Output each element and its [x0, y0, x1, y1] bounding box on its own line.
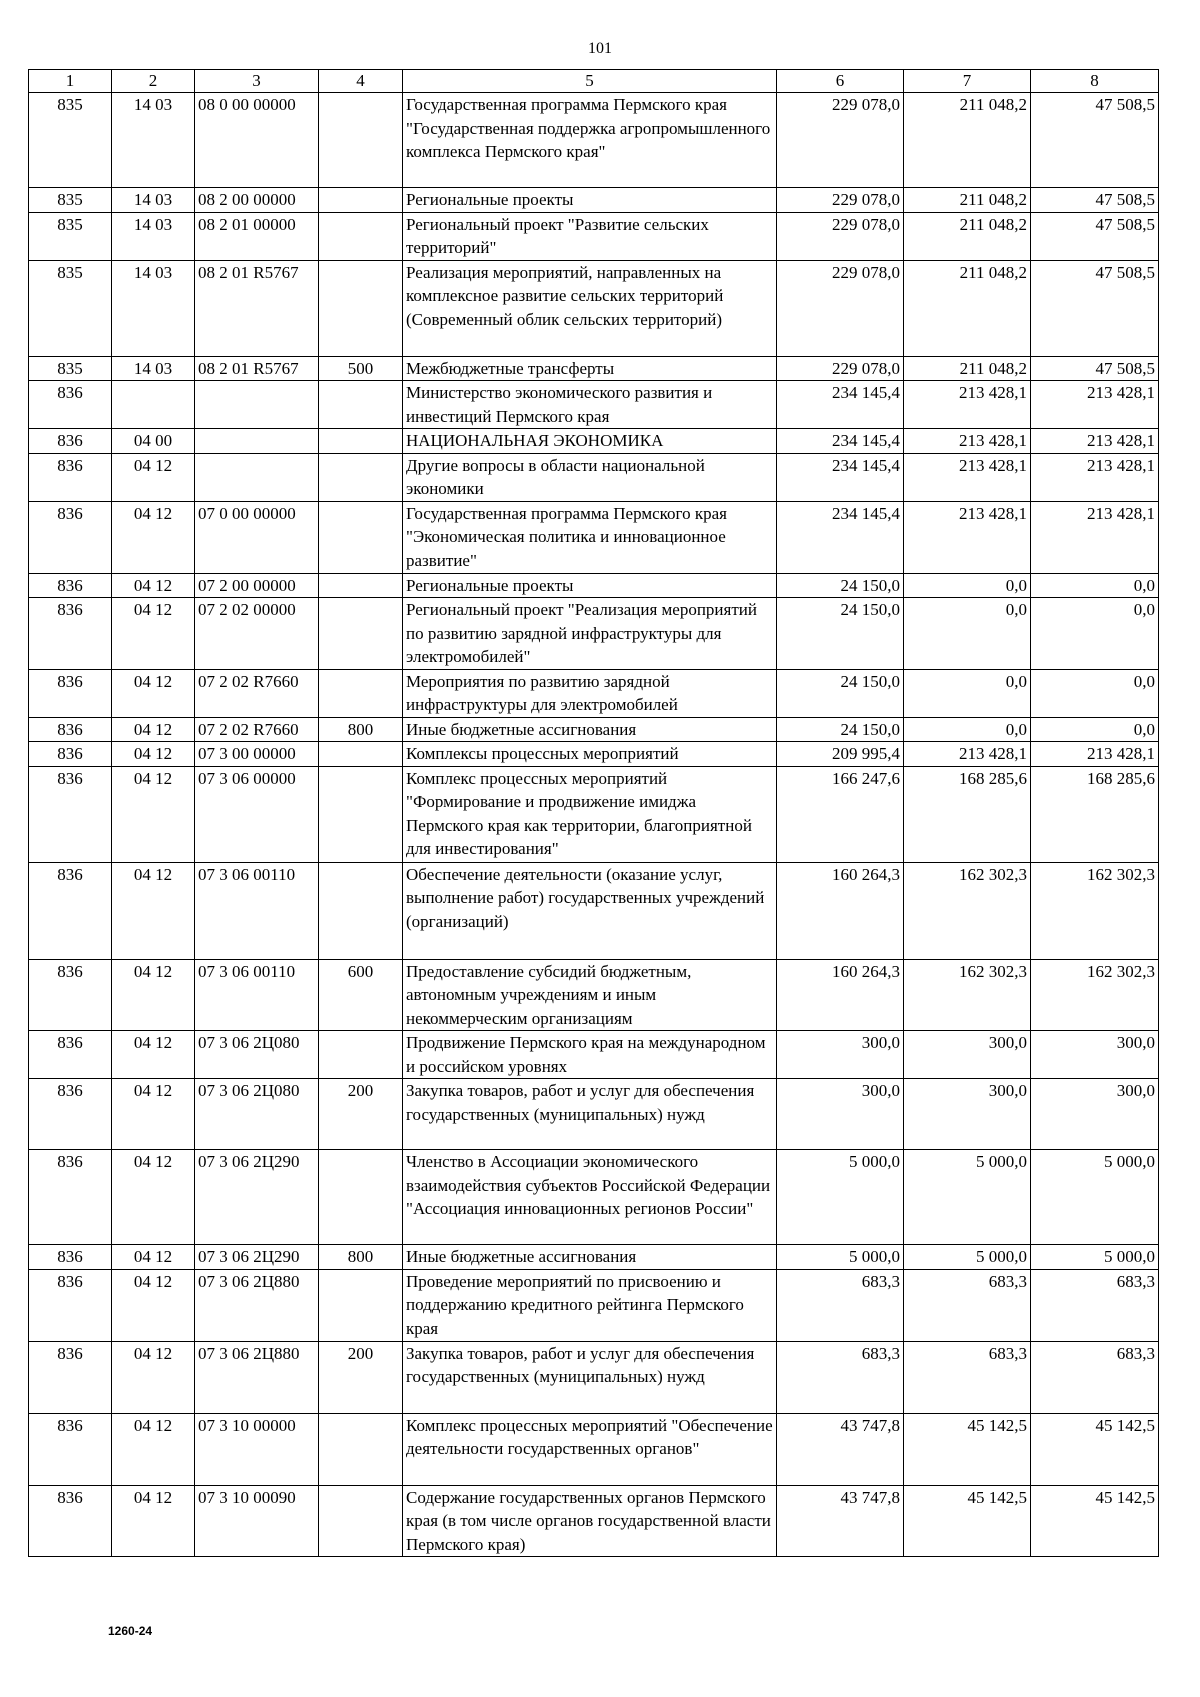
description-cell: Закупка товаров, работ и услуг для обеспечения государственных (муниципальных) нужд: [403, 1341, 777, 1413]
amount-year-2-cell: 211 048,2: [904, 188, 1031, 213]
description-cell: Комплекс процессных мероприятий "Формирование и продвижение имиджа Пермского края как территории, благоприятной для инвестирования": [403, 766, 777, 862]
section-code-cell: 14 03: [112, 188, 195, 213]
amount-year-2-cell: 213 428,1: [904, 501, 1031, 573]
admin-code-cell: 836: [29, 453, 112, 501]
expense-type-cell: [319, 1269, 403, 1341]
amount-year-3-cell: 0,0: [1031, 717, 1159, 742]
amount-year-1-cell: 683,3: [777, 1341, 904, 1413]
amount-year-2-cell: 300,0: [904, 1031, 1031, 1079]
amount-year-3-cell: 0,0: [1031, 669, 1159, 717]
expense-type-cell: [319, 598, 403, 670]
target-article-cell: 08 0 00 00000: [195, 93, 319, 188]
table-row: [29, 212, 1159, 260]
target-article-cell: 07 3 06 00110: [195, 862, 319, 959]
amount-year-1-cell: 683,3: [777, 1269, 904, 1341]
amount-year-1-cell: 234 145,4: [777, 453, 904, 501]
column-header-5: 5: [403, 70, 777, 93]
section-code-cell: 04 12: [112, 717, 195, 742]
amount-year-2-cell: 45 142,5: [904, 1485, 1031, 1557]
amount-year-2-cell: 213 428,1: [904, 381, 1031, 429]
section-code-cell: 04 00: [112, 429, 195, 454]
target-article-cell: 07 2 02 R7660: [195, 669, 319, 717]
expense-type-cell: [319, 669, 403, 717]
admin-code-cell: 835: [29, 260, 112, 356]
expense-type-cell: [319, 573, 403, 598]
section-code-cell: 14 03: [112, 93, 195, 188]
target-article-cell: 07 3 06 2Ц080: [195, 1031, 319, 1079]
column-header-4: 4: [319, 70, 403, 93]
amount-year-2-cell: 0,0: [904, 598, 1031, 670]
amount-year-1-cell: 234 145,4: [777, 429, 904, 454]
admin-code-cell: 836: [29, 717, 112, 742]
section-code-cell: 14 03: [112, 356, 195, 381]
target-article-cell: 08 2 00 00000: [195, 188, 319, 213]
target-article-cell: 07 3 06 2Ц880: [195, 1341, 319, 1413]
section-code-cell: 04 12: [112, 1341, 195, 1413]
amount-year-1-cell: 5 000,0: [777, 1245, 904, 1270]
expense-type-cell: [319, 212, 403, 260]
admin-code-cell: 836: [29, 381, 112, 429]
column-header-8: 8: [1031, 70, 1159, 93]
expense-type-cell: 500: [319, 356, 403, 381]
expense-type-cell: [319, 1031, 403, 1079]
amount-year-3-cell: 162 302,3: [1031, 862, 1159, 959]
amount-year-3-cell: 168 285,6: [1031, 766, 1159, 862]
admin-code-cell: 836: [29, 669, 112, 717]
amount-year-1-cell: 300,0: [777, 1079, 904, 1150]
description-cell: Межбюджетные трансферты: [403, 356, 777, 381]
amount-year-2-cell: 213 428,1: [904, 742, 1031, 767]
section-code-cell: 04 12: [112, 862, 195, 959]
section-code-cell: 14 03: [112, 260, 195, 356]
table-row: [29, 1341, 1159, 1413]
table-row: [29, 1245, 1159, 1270]
amount-year-2-cell: 5 000,0: [904, 1245, 1031, 1270]
section-code-cell: 04 12: [112, 1245, 195, 1270]
admin-code-cell: 836: [29, 1413, 112, 1485]
description-cell: Закупка товаров, работ и услуг для обеспечения государственных (муниципальных) нужд: [403, 1079, 777, 1150]
target-article-cell: 07 3 06 00000: [195, 766, 319, 862]
table-row: [29, 93, 1159, 188]
admin-code-cell: 836: [29, 573, 112, 598]
admin-code-cell: 836: [29, 1150, 112, 1245]
expense-type-cell: [319, 260, 403, 356]
column-header-2: 2: [112, 70, 195, 93]
amount-year-3-cell: 213 428,1: [1031, 429, 1159, 454]
amount-year-3-cell: 47 508,5: [1031, 356, 1159, 381]
description-cell: Членство в Ассоциации экономического взаимодействия субъектов Российской Федерации "Ассоциация инновационных регионов России": [403, 1150, 777, 1245]
admin-code-cell: 836: [29, 862, 112, 959]
amount-year-1-cell: 24 150,0: [777, 669, 904, 717]
description-cell: Реализация мероприятий, направленных на комплексное развитие сельских территорий (Современный облик сельских территорий): [403, 260, 777, 356]
amount-year-2-cell: 211 048,2: [904, 260, 1031, 356]
target-article-cell: 07 3 00 00000: [195, 742, 319, 767]
amount-year-2-cell: 683,3: [904, 1341, 1031, 1413]
admin-code-cell: 835: [29, 212, 112, 260]
expense-type-cell: 200: [319, 1079, 403, 1150]
amount-year-2-cell: 5 000,0: [904, 1150, 1031, 1245]
amount-year-2-cell: 211 048,2: [904, 212, 1031, 260]
section-code-cell: 04 12: [112, 669, 195, 717]
amount-year-2-cell: 0,0: [904, 669, 1031, 717]
section-code-cell: 04 12: [112, 573, 195, 598]
table-row: [29, 453, 1159, 501]
description-cell: Содержание государственных органов Пермского края (в том числе органов государственной власти Пермского края): [403, 1485, 777, 1557]
description-cell: Комплексы процессных мероприятий: [403, 742, 777, 767]
amount-year-1-cell: 229 078,0: [777, 212, 904, 260]
section-code-cell: [112, 381, 195, 429]
table-row: [29, 1031, 1159, 1079]
admin-code-cell: 836: [29, 1485, 112, 1557]
description-cell: Проведение мероприятий по присвоению и поддержанию кредитного рейтинга Пермского края: [403, 1269, 777, 1341]
amount-year-3-cell: 0,0: [1031, 598, 1159, 670]
section-code-cell: 04 12: [112, 742, 195, 767]
amount-year-3-cell: 5 000,0: [1031, 1150, 1159, 1245]
target-article-cell: [195, 381, 319, 429]
description-cell: Региональный проект "Развитие сельских территорий": [403, 212, 777, 260]
description-cell: Министерство экономического развития и инвестиций Пермского края: [403, 381, 777, 429]
table-row: [29, 598, 1159, 670]
expense-type-cell: 800: [319, 717, 403, 742]
amount-year-3-cell: 0,0: [1031, 573, 1159, 598]
table-row: [29, 669, 1159, 717]
column-header-1: 1: [29, 70, 112, 93]
target-article-cell: 07 3 06 2Ц880: [195, 1269, 319, 1341]
amount-year-1-cell: 166 247,6: [777, 766, 904, 862]
amount-year-3-cell: 162 302,3: [1031, 959, 1159, 1031]
amount-year-3-cell: 47 508,5: [1031, 260, 1159, 356]
target-article-cell: 07 0 00 00000: [195, 501, 319, 573]
page-number: 101: [588, 40, 612, 57]
amount-year-1-cell: 209 995,4: [777, 742, 904, 767]
amount-year-1-cell: 234 145,4: [777, 381, 904, 429]
target-article-cell: 08 2 01 R5767: [195, 260, 319, 356]
amount-year-1-cell: 234 145,4: [777, 501, 904, 573]
amount-year-1-cell: 24 150,0: [777, 598, 904, 670]
table-row: [29, 1079, 1159, 1150]
expense-type-cell: [319, 93, 403, 188]
table-row: [29, 862, 1159, 959]
admin-code-cell: 836: [29, 959, 112, 1031]
section-code-cell: 04 12: [112, 1485, 195, 1557]
amount-year-2-cell: 162 302,3: [904, 862, 1031, 959]
amount-year-3-cell: 300,0: [1031, 1031, 1159, 1079]
admin-code-cell: 835: [29, 93, 112, 188]
target-article-cell: 07 3 10 00090: [195, 1485, 319, 1557]
description-cell: Комплекс процессных мероприятий "Обеспечение деятельности государственных органов": [403, 1413, 777, 1485]
description-cell: Региональные проекты: [403, 573, 777, 598]
description-cell: Другие вопросы в области национальной экономики: [403, 453, 777, 501]
amount-year-3-cell: 47 508,5: [1031, 188, 1159, 213]
target-article-cell: 07 3 06 2Ц290: [195, 1245, 319, 1270]
table-row: [29, 766, 1159, 862]
section-code-cell: 04 12: [112, 598, 195, 670]
admin-code-cell: 836: [29, 742, 112, 767]
admin-code-cell: 836: [29, 1341, 112, 1413]
amount-year-3-cell: 47 508,5: [1031, 212, 1159, 260]
amount-year-2-cell: 0,0: [904, 717, 1031, 742]
expense-type-cell: [319, 742, 403, 767]
table-row: [29, 717, 1159, 742]
table-row: [29, 188, 1159, 213]
amount-year-1-cell: 5 000,0: [777, 1150, 904, 1245]
amount-year-2-cell: 0,0: [904, 573, 1031, 598]
column-header-3: 3: [195, 70, 319, 93]
admin-code-cell: 836: [29, 429, 112, 454]
amount-year-2-cell: 211 048,2: [904, 356, 1031, 381]
amount-year-1-cell: 24 150,0: [777, 717, 904, 742]
admin-code-cell: 836: [29, 1031, 112, 1079]
amount-year-2-cell: 213 428,1: [904, 453, 1031, 501]
amount-year-1-cell: 43 747,8: [777, 1485, 904, 1557]
target-article-cell: 07 2 02 00000: [195, 598, 319, 670]
description-cell: Иные бюджетные ассигнования: [403, 717, 777, 742]
admin-code-cell: 836: [29, 766, 112, 862]
target-article-cell: 07 2 02 R7660: [195, 717, 319, 742]
amount-year-3-cell: 45 142,5: [1031, 1485, 1159, 1557]
amount-year-3-cell: 45 142,5: [1031, 1413, 1159, 1485]
section-code-cell: 04 12: [112, 501, 195, 573]
amount-year-2-cell: 300,0: [904, 1079, 1031, 1150]
expense-type-cell: [319, 453, 403, 501]
table-row: [29, 742, 1159, 767]
expense-type-cell: [319, 1413, 403, 1485]
description-cell: Мероприятия по развитию зарядной инфраструктуры для электромобилей: [403, 669, 777, 717]
target-article-cell: 08 2 01 R5767: [195, 356, 319, 381]
target-article-cell: 07 3 06 2Ц290: [195, 1150, 319, 1245]
expense-type-cell: [319, 381, 403, 429]
amount-year-3-cell: 213 428,1: [1031, 453, 1159, 501]
section-code-cell: 04 12: [112, 959, 195, 1031]
description-cell: Продвижение Пермского края на международном и российском уровнях: [403, 1031, 777, 1079]
section-code-cell: 04 12: [112, 1269, 195, 1341]
amount-year-1-cell: 160 264,3: [777, 959, 904, 1031]
table-row: [29, 1150, 1159, 1245]
description-cell: Предоставление субсидий бюджетным, автономным учреждениям и иным некоммерческим организациям: [403, 959, 777, 1031]
expense-type-cell: [319, 1485, 403, 1557]
section-code-cell: 04 12: [112, 1031, 195, 1079]
description-cell: Региональный проект "Реализация мероприятий по развитию зарядной инфраструктуры для электромобилей": [403, 598, 777, 670]
target-article-cell: 07 2 00 00000: [195, 573, 319, 598]
description-cell: Обеспечение деятельности (оказание услуг, выполнение работ) государственных учреждений (организаций): [403, 862, 777, 959]
amount-year-2-cell: 683,3: [904, 1269, 1031, 1341]
document-code: 1260-24: [108, 1624, 153, 1638]
target-article-cell: [195, 453, 319, 501]
amount-year-2-cell: 213 428,1: [904, 429, 1031, 454]
amount-year-2-cell: 162 302,3: [904, 959, 1031, 1031]
section-code-cell: 04 12: [112, 766, 195, 862]
expense-type-cell: [319, 501, 403, 573]
table-row: [29, 381, 1159, 429]
column-header-7: 7: [904, 70, 1031, 93]
amount-year-2-cell: 45 142,5: [904, 1413, 1031, 1485]
table-row: [29, 356, 1159, 381]
expense-type-cell: [319, 1150, 403, 1245]
amount-year-1-cell: 43 747,8: [777, 1413, 904, 1485]
amount-year-3-cell: 47 508,5: [1031, 93, 1159, 188]
amount-year-1-cell: 24 150,0: [777, 573, 904, 598]
target-article-cell: [195, 429, 319, 454]
table-row: [29, 573, 1159, 598]
header-row: [29, 70, 1159, 93]
amount-year-3-cell: 213 428,1: [1031, 381, 1159, 429]
amount-year-2-cell: 168 285,6: [904, 766, 1031, 862]
table-row: [29, 1413, 1159, 1485]
section-code-cell: 04 12: [112, 1413, 195, 1485]
target-article-cell: 07 3 06 00110: [195, 959, 319, 1031]
admin-code-cell: 836: [29, 598, 112, 670]
admin-code-cell: 836: [29, 501, 112, 573]
target-article-cell: 07 3 10 00000: [195, 1413, 319, 1485]
expense-type-cell: [319, 188, 403, 213]
table-body: [29, 93, 1159, 1557]
expense-type-cell: [319, 862, 403, 959]
admin-code-cell: 835: [29, 188, 112, 213]
amount-year-1-cell: 160 264,3: [777, 862, 904, 959]
description-cell: НАЦИОНАЛЬНАЯ ЭКОНОМИКА: [403, 429, 777, 454]
column-header-6: 6: [777, 70, 904, 93]
admin-code-cell: 836: [29, 1269, 112, 1341]
expense-type-cell: [319, 766, 403, 862]
amount-year-1-cell: 229 078,0: [777, 260, 904, 356]
target-article-cell: 08 2 01 00000: [195, 212, 319, 260]
section-code-cell: 14 03: [112, 212, 195, 260]
admin-code-cell: 836: [29, 1079, 112, 1150]
budget-table: [28, 69, 1159, 1557]
expense-type-cell: 200: [319, 1341, 403, 1413]
amount-year-1-cell: 300,0: [777, 1031, 904, 1079]
table-row: [29, 959, 1159, 1031]
table-row: [29, 260, 1159, 356]
description-cell: Иные бюджетные ассигнования: [403, 1245, 777, 1270]
description-cell: Региональные проекты: [403, 188, 777, 213]
table-row: [29, 501, 1159, 573]
section-code-cell: 04 12: [112, 453, 195, 501]
amount-year-1-cell: 229 078,0: [777, 356, 904, 381]
amount-year-3-cell: 683,3: [1031, 1341, 1159, 1413]
admin-code-cell: 835: [29, 356, 112, 381]
table-row: [29, 1269, 1159, 1341]
description-cell: Государственная программа Пермского края "Государственная поддержка агропромышленного комплекса Пермского края": [403, 93, 777, 188]
admin-code-cell: 836: [29, 1245, 112, 1270]
section-code-cell: 04 12: [112, 1079, 195, 1150]
amount-year-1-cell: 229 078,0: [777, 93, 904, 188]
section-code-cell: 04 12: [112, 1150, 195, 1245]
table-row: [29, 429, 1159, 454]
amount-year-3-cell: 5 000,0: [1031, 1245, 1159, 1270]
description-cell: Государственная программа Пермского края "Экономическая политика и инновационное развитие": [403, 501, 777, 573]
amount-year-1-cell: 229 078,0: [777, 188, 904, 213]
target-article-cell: 07 3 06 2Ц080: [195, 1079, 319, 1150]
expense-type-cell: [319, 429, 403, 454]
amount-year-2-cell: 211 048,2: [904, 93, 1031, 188]
expense-type-cell: 600: [319, 959, 403, 1031]
expense-type-cell: 800: [319, 1245, 403, 1270]
amount-year-3-cell: 213 428,1: [1031, 742, 1159, 767]
table-row: [29, 1485, 1159, 1557]
amount-year-3-cell: 683,3: [1031, 1269, 1159, 1341]
amount-year-3-cell: 300,0: [1031, 1079, 1159, 1150]
amount-year-3-cell: 213 428,1: [1031, 501, 1159, 573]
